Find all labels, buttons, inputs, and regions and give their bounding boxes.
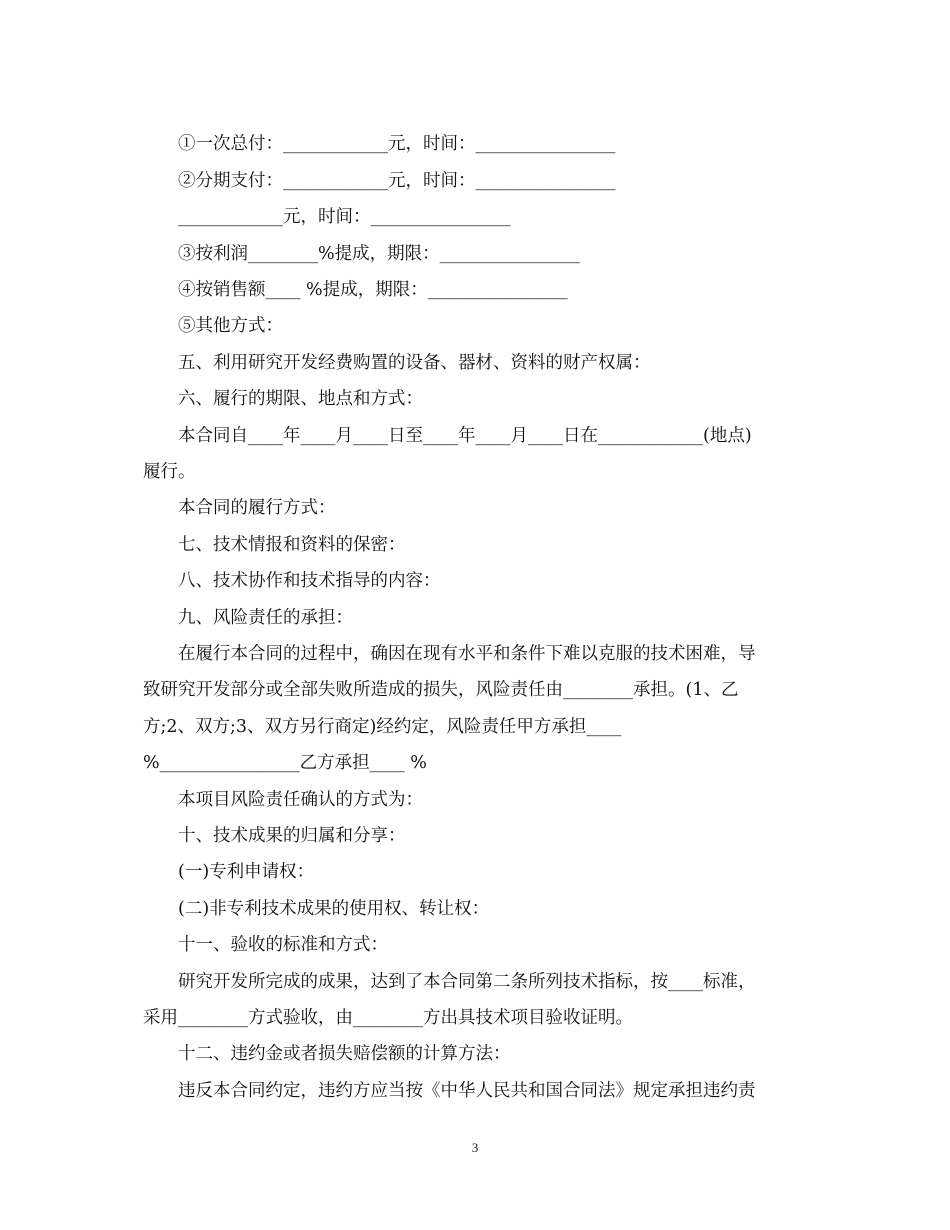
page-number: 3 [471,1140,479,1155]
risk-confirmation: 本项目风险责任确认的方式为： [178,790,423,810]
section-10-heading: 十、技术成果的归属和分享： [178,826,406,846]
acceptance-line-1: 研究开发所完成的成果，达到了本合同第二条所列技术指标，按____标准， [178,972,756,992]
section-12-heading: 十二、违约金或者损失赔偿额的计算方法： [178,1044,511,1064]
payment-lump-sum: ①一次总付：____________元，时间：________________ [178,134,616,154]
risk-paragraph-line-4: %________________乙方承担____ % [143,753,427,773]
payment-installment-cont: ____________元，时间：________________ [178,207,511,227]
risk-paragraph-line-2: 致研究开发部分或全部失败所造成的损失，风险责任由________承担。(1、乙 [143,680,739,700]
section-6-heading: 六、履行的期限、地点和方式： [178,389,423,409]
section-11-heading: 十一、验收的标准和方式： [178,935,388,955]
section-5-heading: 五、利用研究开发经费购置的设备、器材、资料的财产权属： [178,353,651,373]
performance-method: 本合同的履行方式： [178,498,336,518]
payment-sales-share: ④按销售额____ %提成，期限：________________ [178,280,568,300]
section-8-heading: 八、技术协作和技术指导的内容： [178,571,441,591]
acceptance-line-2: 采用________方式验收，由________方出具技术项目验收证明。 [143,1008,633,1028]
breach-line-1: 违反本合同约定，违约方应当按《中华人民共和国合同法》规定承担违约责 [178,1081,756,1101]
patent-application-right: (一)专利申请权： [178,862,315,882]
contract-period-line: 本合同自____年____月____日至____年____月____日在____________(地点) [178,426,752,446]
section-7-heading: 七、技术情报和资料的保密： [178,535,406,555]
payment-installment: ②分期支付：____________元，时间：________________ [178,171,616,191]
payment-other: ⑤其他方式： [178,316,283,336]
section-9-heading: 九、风险责任的承担： [178,608,353,628]
contract-period-cont: 履行。 [143,462,196,482]
risk-paragraph-line-3: 方;2、双方;3、双方另行商定)经约定，风险责任甲方承担____ [143,717,622,737]
risk-paragraph-line-1: 在履行本合同的过程中，确因在现有水平和条件下难以克服的技术困难，导 [178,644,756,664]
payment-profit-share: ③按利润________%提成，期限：________________ [178,244,580,264]
non-patent-rights: (二)非专利技术成果的使用权、转让权： [178,899,490,919]
